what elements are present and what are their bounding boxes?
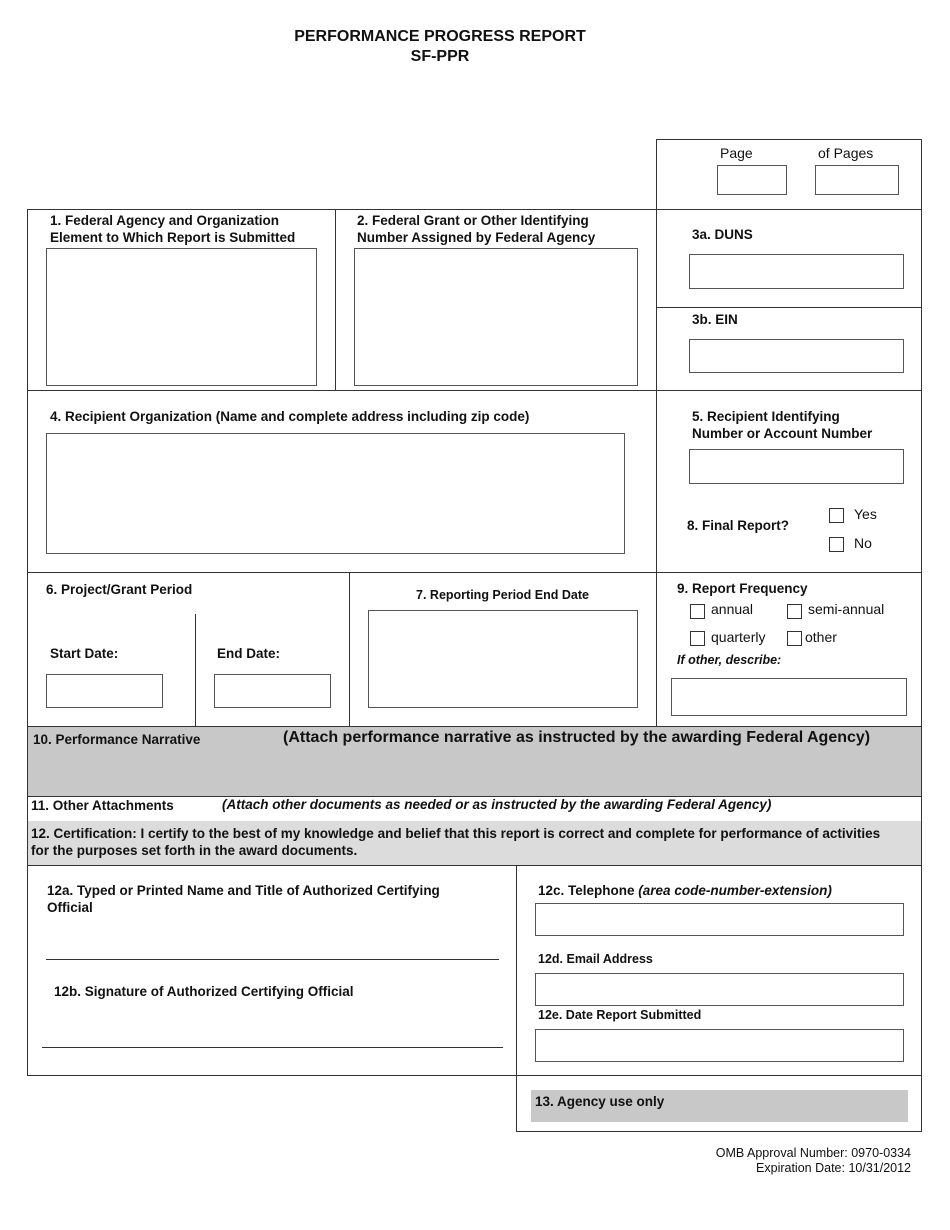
frequency-semiannual-checkbox[interactable]	[787, 604, 802, 619]
end-date-label: End Date:	[217, 646, 281, 661]
other-describe-input[interactable]	[671, 678, 907, 716]
page-label: Page	[720, 145, 753, 161]
start-date-input[interactable]	[46, 674, 163, 708]
printed-name-line[interactable]	[46, 959, 499, 960]
field-12a-label-line2: Official	[47, 900, 93, 915]
field-5-label-line1: 5. Recipient Identifying	[692, 409, 840, 424]
grant-number-input[interactable]	[354, 248, 638, 386]
field-13-label: 13. Agency use only	[535, 1094, 665, 1109]
field-12b-label: 12b. Signature of Authorized Certifying Official	[54, 984, 354, 999]
field-11-note: (Attach other documents as needed or as instructed by the awarding Federal Agency)	[222, 797, 772, 812]
duns-input[interactable]	[689, 254, 904, 289]
field-2-label-line1: 2. Federal Grant or Other Identifying	[357, 213, 589, 228]
page-number-input[interactable]	[717, 165, 787, 195]
certification-line2: for the purposes set forth in the award documents.	[31, 843, 358, 858]
field-10-note: (Attach performance narrative as instructed by the awarding Federal Agency)	[283, 729, 871, 746]
field-10-label: 10. Performance Narrative	[33, 732, 201, 747]
frequency-semiannual-label: semi-annual	[808, 601, 885, 617]
recipient-account-input[interactable]	[689, 449, 904, 484]
other-describe-label: If other, describe:	[677, 653, 782, 667]
ein-input[interactable]	[689, 339, 904, 373]
field-12a-label-line1: 12a. Typed or Printed Name and Title of Authorized Certifying	[47, 883, 440, 898]
field-1-label-line1: 1. Federal Agency and Organization	[50, 213, 280, 228]
frequency-annual-checkbox[interactable]	[690, 604, 705, 619]
field-12d-label: 12d. Email Address	[538, 952, 653, 966]
final-report-yes-checkbox[interactable]	[829, 508, 844, 523]
frequency-other-checkbox[interactable]	[787, 631, 802, 646]
start-date-label: Start Date:	[50, 646, 119, 661]
field-6-label: 6. Project/Grant Period	[46, 582, 193, 597]
final-report-yes-label: Yes	[854, 506, 877, 522]
telephone-input[interactable]	[535, 903, 904, 936]
end-date-input[interactable]	[214, 674, 331, 708]
frequency-other-label: other	[805, 629, 837, 645]
field-5-label-line2: Number or Account Number	[692, 426, 873, 441]
field-1-label-line2: Element to Which Report is Submitted	[50, 230, 296, 245]
total-pages-input[interactable]	[815, 165, 899, 195]
field-12e-label: 12e. Date Report Submitted	[538, 1008, 702, 1022]
field-7-label: 7. Reporting Period End Date	[416, 588, 589, 602]
reporting-period-end-input[interactable]	[368, 610, 638, 708]
email-input[interactable]	[535, 973, 904, 1006]
certification-line1: 12. Certification: I certify to the best of my knowledge and belief that this report is correct and complete for performance of activities	[31, 826, 881, 841]
field-12c-note: (area code-number-extension)	[638, 883, 832, 898]
field-9-label: 9. Report Frequency	[677, 581, 808, 596]
of-pages-label: of Pages	[818, 145, 874, 161]
omb-approval-number: OMB Approval Number: 0970-0334	[715, 1146, 911, 1160]
frequency-quarterly-label: quarterly	[711, 629, 766, 645]
final-report-no-checkbox[interactable]	[829, 537, 844, 552]
field-12c-label	[538, 882, 832, 899]
signature-line[interactable]	[42, 1047, 503, 1048]
federal-agency-input[interactable]	[46, 248, 317, 386]
field-12c-label-text: 12c. Telephone	[538, 883, 635, 898]
field-4-label: 4. Recipient Organization (Name and complete address including zip code)	[50, 409, 530, 424]
date-submitted-input[interactable]	[535, 1029, 904, 1062]
form-code: SF-PPR	[410, 48, 470, 65]
field-8-label: 8. Final Report?	[687, 518, 790, 533]
expiration-date: Expiration Date: 10/31/2012	[756, 1161, 911, 1175]
field-2-label-line2: Number Assigned by Federal Agency	[357, 230, 596, 245]
form-title: PERFORMANCE PROGRESS REPORT	[294, 28, 586, 45]
frequency-annual-label: annual	[711, 601, 754, 617]
field-3b-label: 3b. EIN	[692, 312, 738, 327]
final-report-no-label: No	[854, 535, 872, 551]
field-3a-label: 3a. DUNS	[692, 227, 753, 242]
frequency-quarterly-checkbox[interactable]	[690, 631, 705, 646]
field-11-label: 11. Other Attachments	[31, 798, 174, 813]
recipient-organization-input[interactable]	[46, 433, 625, 554]
